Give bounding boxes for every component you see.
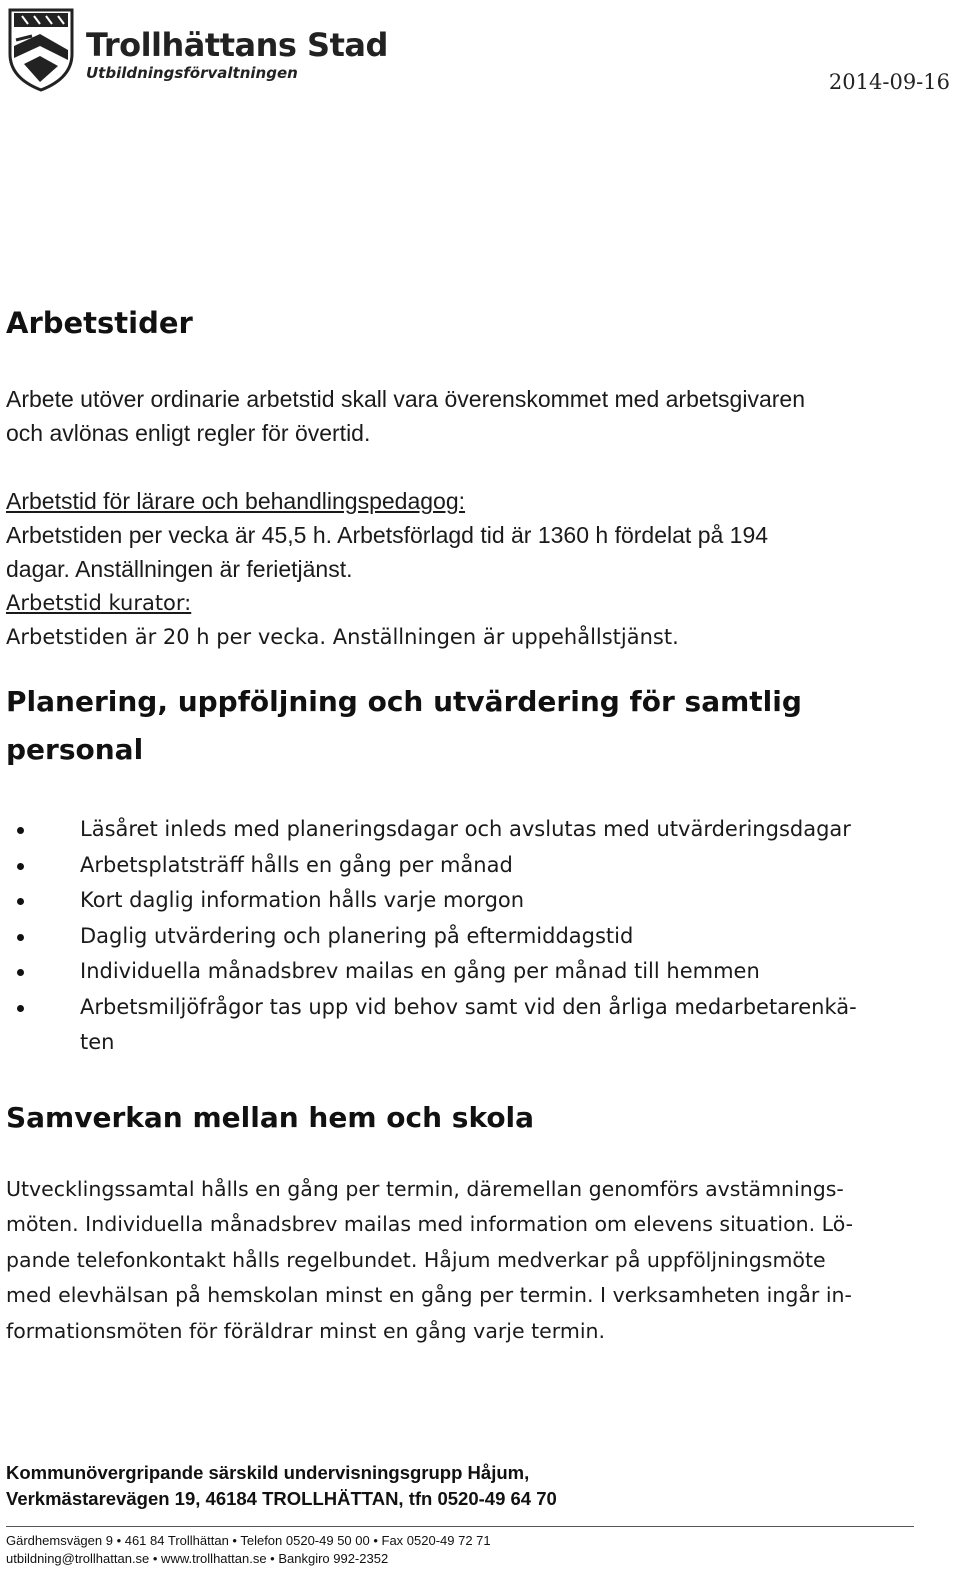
list-item: Kort daglig information hålls varje morgon	[6, 883, 950, 919]
heading-arbetstider: Arbetstider	[6, 306, 193, 340]
footer-line: Gärdhemsvägen 9 • 461 84 Trollhättan • Telefon 0520-49 50 00 • Fax 0520-49 72 71	[6, 1533, 491, 1548]
heading-planering	[6, 678, 950, 774]
list-item: Arbetsplatsträff hålls en gång per månad	[6, 848, 950, 884]
address-line: Kommunövergripande särskild undervisningsgrupp Håjum,	[6, 1462, 530, 1483]
document-body	[6, 300, 950, 1370]
text-line: Arbetsmiljöfrågor tas upp vid behov samt vid den årliga medarbetarenkä-	[80, 994, 857, 1019]
text-line: dagar. Anställningen är ferietjänst.	[6, 556, 353, 582]
heading-samverkan: Samverkan mellan hem och skola	[6, 1100, 535, 1134]
text-line: möten. Individuella månadsbrev mailas med information om elevens situation. Lö-	[6, 1212, 854, 1236]
list-item	[6, 990, 950, 1061]
list-item: Daglig utvärdering och planering på eftermiddagstid	[6, 919, 950, 955]
address-line: Verkmästarevägen 19, 46184 TROLLHÄTTAN, tfn 0520-49 64 70	[6, 1488, 557, 1509]
letterhead	[0, 0, 960, 110]
subheading-larare: Arbetstid för lärare och behandlingspedagog:	[6, 488, 466, 514]
text-line: Arbete utöver ordinarie arbetstid skall vara överenskommet med arbetsgivaren	[6, 386, 805, 412]
unit-address	[6, 1460, 557, 1512]
paragraph-samverkan	[6, 1172, 950, 1350]
footer-line: utbildning@trollhattan.se • www.trollhattan.se • Bankgiro 992-2352	[6, 1551, 389, 1566]
planering-list	[6, 812, 950, 1061]
department-name: Utbildningsförvaltningen	[86, 64, 298, 82]
heading-line: personal	[6, 733, 144, 766]
text-line: pande telefonkontakt hålls regelbundet. Håjum medverkar på uppföljningsmöte	[6, 1247, 826, 1272]
paragraph-larare	[6, 484, 950, 586]
text-line: Arbetstiden per vecka är 45,5 h. Arbetsförlagd tid är 1360 h fördelat på 194	[6, 522, 769, 548]
document-date: 2014-09-16	[828, 70, 950, 94]
footer-divider	[6, 1526, 914, 1527]
trollhattan-crest-icon	[6, 6, 76, 92]
subheading-kurator: Arbetstid kurator:	[6, 591, 192, 615]
list-item: Läsåret inleds med planeringsdagar och avslutas med utvärderingsdagar	[6, 812, 950, 848]
text-line: ten	[80, 1030, 115, 1054]
text-line: formationsmöten för föräldrar minst en gång varje termin.	[6, 1318, 606, 1343]
text-line: med elevhälsan på hemskolan minst en gång per termin. I verksamheten ingår in-	[6, 1283, 852, 1307]
paragraph-overtid	[6, 382, 950, 450]
list-item: Individuella månadsbrev mailas en gång per månad till hemmen	[6, 954, 950, 990]
paragraph-kurator	[6, 586, 950, 654]
heading-line: Planering, uppföljning och utvärdering för samtlig	[6, 685, 802, 718]
footer	[6, 1532, 491, 1568]
text-line: och avlönas enligt regler för övertid.	[6, 420, 371, 446]
text-line: Utvecklingssamtal hålls en gång per termin, däremellan genomförs avstämnings-	[6, 1176, 844, 1201]
org-name: Trollhättans Stad	[86, 26, 388, 64]
text-line: Arbetstiden är 20 h per vecka. Anställningen är uppehållstjänst.	[6, 625, 679, 649]
